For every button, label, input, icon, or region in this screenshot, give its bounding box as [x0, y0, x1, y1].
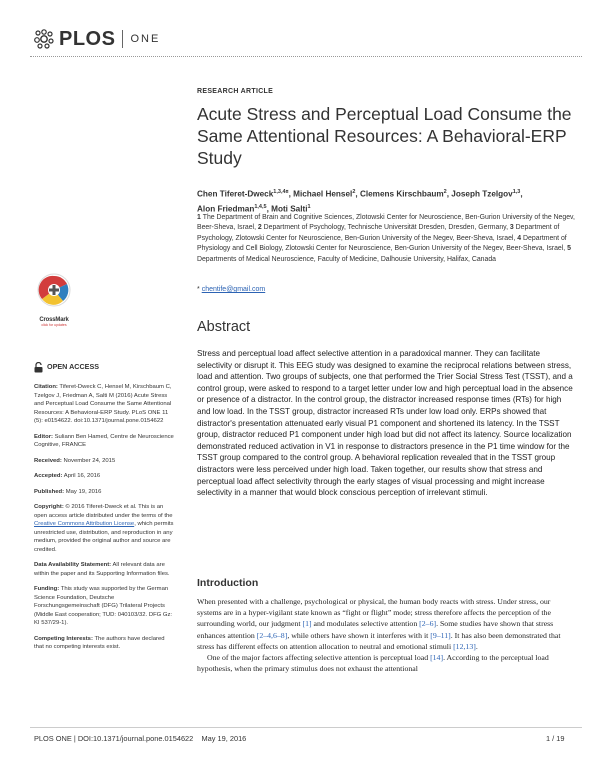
affiliation-text: Departments of Medical Neuroscience, Faculty of Medicine, Dalhousie University, Halifax, Canada [197, 255, 496, 263]
introduction-heading: Introduction [197, 577, 259, 589]
author-name: Michael Hensel [293, 189, 353, 199]
affiliation-number: 5 [567, 245, 571, 253]
crossmark-sublabel: click for updates [41, 323, 67, 327]
citation-link[interactable]: [1] [302, 619, 312, 629]
open-access-badge [34, 362, 174, 373]
published-label: Published: [34, 488, 65, 495]
intro-text-run: . According to the perceptual load hypothesis, when the primary stimulus does not exhaust the attentional [197, 653, 549, 674]
affiliation-number: 3 [509, 224, 516, 232]
affiliation-text: The Department of Brain and Cognitive Sciences, Zlotowski Center for Neuroscience, Ben-Gurion University of the Negev, Beer-Sheva, Israel, [197, 214, 575, 232]
competing-interests-block [34, 635, 174, 652]
copyright-block [34, 503, 174, 554]
author-line-1: Chen Tiferet-Dweck$^{1,3,4¤}$, Michael Hensel$^2$, Clemens Kirschbaum$^2$, Joseph Tzelgov$^{1,3}$, [197, 189, 523, 199]
author-affiliation-sup: 1,3,4¤ [273, 189, 289, 195]
crossmark-icon [33, 272, 75, 312]
intro-text-run: One of the major factors affecting selective attention is perceptual load [207, 653, 431, 663]
citation-link[interactable]: [2–4,6–8] [256, 630, 288, 640]
author-line-2: Alon Friedman$^{1,4,5}$, Moti Salti$^1$ [197, 204, 311, 214]
accepted-label: Accepted: [34, 473, 63, 479]
funding-text: This study was supported by the German Science Foundation, Deutsche Forschungsgemeinschaft (DFG) Trilateral Projects (Middle East cooperation; TUD: 040103/32. DFG Gz: KI 537/29-1). [34, 586, 173, 626]
footer-doi: PLOS ONE | DOI:10.1371/journal.pone.0154622 [34, 734, 194, 743]
abstract-text: Stress and perceptual load affect selective attention in a paradoxical manner. They can facilitate selectivity or disrupt it. This EEG study was designed to examine the reciprocal relations between stress, load and attention. Two groups of subjects, one that performed the Trier Social Stress Test (TSST), and a control group, were asked to respond to a target letter under low and high perceptual load in the absence or presence of a distractor. In the control group, the distractor increased response times (RTs) for high and low load. In the TSST group, distractor increased RTs under low load only. ERPs showed that distractor's presentation attenuated early visual P1 component and shortened its latency. In the TSST group, distractor reduced P1 component under high load but did not affect its latency. Source localization demonstrated reduced activation in V1 in response to distractors presence in the P1 time window for the TSST group compared to the control group. A behavioral replication revealed that in the TSST group distractors were less perceived under high load. Taken together, our results show that stress and perceptual load affect selectivity through the early stages of visual processing and might increase selectivity in a manner that would block conscious perception of irrelevant stimuli. [197, 349, 573, 498]
copyright-text-end: , which permits unrestricted use, distribution, and reproduction in any medium, provided the original author and source are credited. [34, 521, 174, 553]
affiliation-text: Department of Physiology and Cell Biology, Zlotowski Center for Neuroscience, Ben-Gurion University of the Negev, Beer-Sheva, Israel, [197, 234, 568, 253]
corresponding-author [197, 286, 265, 293]
author-name: Alon Friedman [197, 204, 255, 214]
abstract-heading: Abstract [197, 319, 251, 335]
citation-label: Citation: [34, 384, 58, 390]
logo-divider [122, 30, 123, 48]
author-list [197, 186, 577, 216]
editor-label: Editor: [34, 433, 53, 440]
author-affiliation-sup: 2 [352, 189, 356, 195]
intro-paragraph [197, 652, 575, 674]
copyright-label: Copyright: [34, 504, 64, 510]
article-type: RESEARCH ARTICLE [197, 88, 274, 95]
editor-text: Suliann Ben Hamed, Centre de Neuroscience Cognitive, FRANCE [34, 433, 174, 448]
affiliations [197, 213, 577, 265]
published-date: May 19, 2016 [65, 488, 102, 495]
page-number: 1 / 19 [546, 734, 565, 743]
footer-rule [30, 727, 582, 728]
author-affiliation-sup: 1,4,5 [254, 204, 267, 211]
citation-link[interactable]: [9–11] [430, 630, 451, 640]
author-affiliation-sup: 1 [307, 204, 311, 211]
article-sidebar [34, 362, 174, 659]
funding-label: Funding: [34, 586, 60, 592]
competing-interests-label: Competing Interests: [34, 635, 93, 642]
article-title: Acute Stress and Perceptual Load Consume the Same Attentional Resources: A Behavioral-ERP Study [197, 104, 572, 168]
intro-text-run: . [475, 641, 478, 651]
crossmark-badge[interactable] [33, 272, 75, 327]
data-availability-block [34, 561, 174, 578]
citation-block [34, 383, 174, 426]
footer-citation [34, 734, 246, 743]
corresp-email-link[interactable]: chentife@gmail.com [201, 286, 266, 293]
received-date: November 24, 2015 [63, 457, 116, 464]
license-link[interactable]: Creative Commons Attribution License [34, 521, 135, 527]
affiliation-number: 4 [517, 234, 524, 242]
open-access-label: OPEN ACCESS [47, 362, 100, 372]
affiliation-text: Department of Psychology, Technische Universität Dresden, Dresden, Germany, [263, 224, 510, 232]
competing-interests-text: The authors have declared that no competing interests exist. [34, 635, 165, 650]
accepted-date: April 16, 2016 [63, 473, 101, 479]
crossmark-label: CrossMark [39, 317, 69, 323]
author-name: Clemens Kirschbaum [359, 189, 444, 199]
citation-text: Tiferet-Dweck C, Hensel M, Kirschbaum C, Tzelgov J, Friedman A, Salti M (2016) Acute Stress and Perceptual Load Consume the Same Attentional Resources: A Behavioral-ERP Study. PLoS ONE 11 (5): e0154622. doi:10.1371/journal.pone.0154622 [34, 384, 172, 424]
journal-name: ONE [130, 33, 161, 45]
citation-link[interactable]: [14] [430, 653, 444, 663]
author-name: Chen Tiferet-Dweck [197, 189, 274, 199]
author-affiliation-sup: 2 [443, 189, 447, 195]
author-name: Moti Salti [271, 204, 308, 214]
editor-block [34, 433, 174, 450]
intro-text-run: When presented with a challenge, psychological or physical, the human body reacts with stress. Under stress, our systems are in a hyper-vigilant state known as “fight or flight” mode; stress therefore affects the perception of the surrounding world, our judgment [197, 597, 551, 629]
corresp-mark: * [197, 286, 200, 293]
affiliation-text: Department of Psychology, Zlotowski Center for Neuroscience, Ben-Gurion University of the Negev, Beer-Sheva, Israel, [197, 224, 560, 242]
journal-logo[interactable] [33, 27, 160, 51]
published-block [34, 488, 174, 497]
affiliation-number: 2 [257, 224, 264, 232]
received-label: Received: [34, 457, 62, 464]
data-availability-text: All relevant data are within the paper and its Supporting Information files. [34, 562, 170, 577]
introduction-body [197, 596, 575, 674]
data-availability-label: Data Availability Statement: [34, 562, 112, 568]
open-lock-icon [34, 362, 43, 373]
intro-text-run: . Some studies have shown that stress enhances attention [197, 619, 554, 640]
intro-text-run: and modulates selective attention [311, 619, 420, 629]
brand-name: PLOS [59, 27, 116, 50]
citation-link[interactable]: [2–6] [419, 619, 437, 629]
funding-block [34, 585, 174, 628]
intro-text-run: , while others have shown it interferes with it [287, 630, 431, 640]
citation-link[interactable]: [12,13] [453, 641, 476, 651]
author-affiliation-sup: 1,3 [512, 189, 521, 195]
received-block [34, 457, 174, 466]
intro-text-run: . It has also been demonstrated that stress has different effects on attention allocation to neutral and emotional stimuli [197, 630, 561, 651]
plos-logo-icon [33, 29, 55, 49]
copyright-text: © 2016 Tiferet-Dweck et al. This is an open access article distributed under the terms of the [34, 504, 173, 519]
intro-paragraph [197, 596, 575, 652]
header-rule [30, 56, 582, 57]
accepted-block [34, 472, 174, 481]
affiliation-number: 1 [197, 214, 203, 221]
footer-date: May 19, 2016 [201, 734, 247, 743]
author-name: Joseph Tzelgov [451, 189, 513, 199]
